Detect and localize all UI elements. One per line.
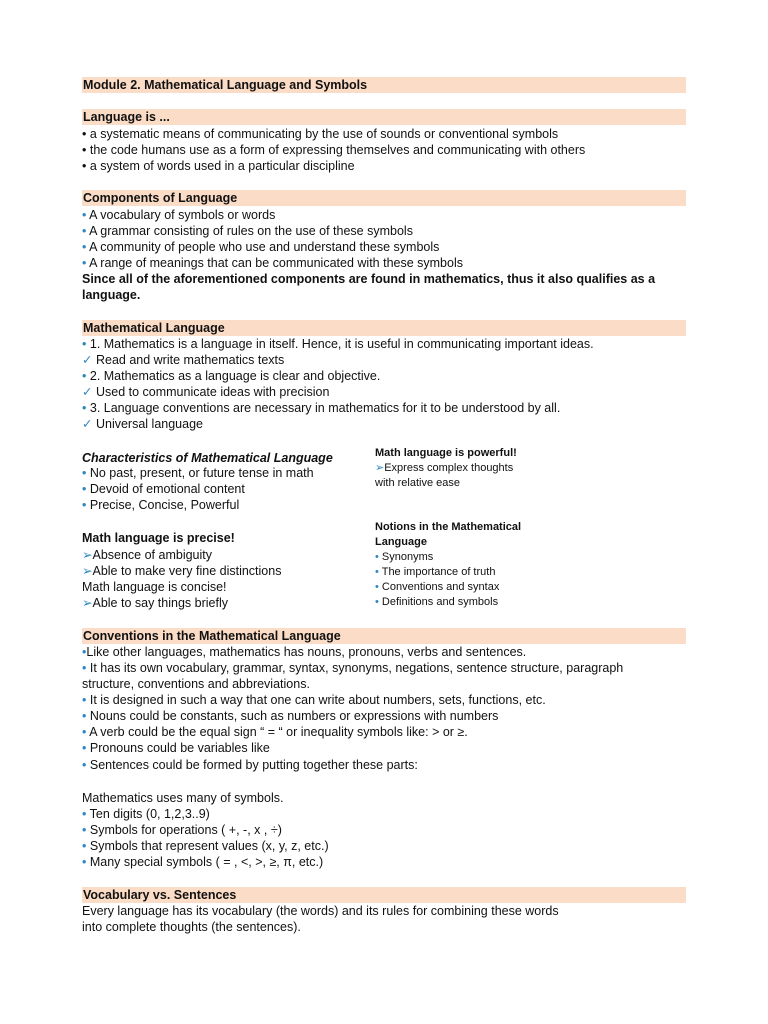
list-item: • Sentences could be formed by putting together these parts:	[82, 758, 418, 772]
bullet: •	[82, 758, 87, 772]
powerful-heading: Math language is powerful!	[375, 447, 517, 459]
math-language-heading: Mathematical Language	[82, 320, 686, 336]
list-item: • A verb could be the equal sign “ = “ or inequality symbols like: > or ≥.	[82, 725, 468, 739]
precise-heading: Math language is precise!	[82, 531, 235, 545]
bullet: •	[82, 337, 87, 351]
list-item: ➢Express complex thoughts	[375, 462, 514, 474]
bullet: •	[82, 369, 87, 383]
vocab-text-cont: into complete thoughts (the sentences).	[82, 920, 301, 934]
symbols-intro: Mathematics uses many of symbols.	[82, 791, 284, 805]
list-item: • 3. Language conventions are necessary in mathematics for it to be understood by all.	[82, 401, 561, 415]
list-item: • Symbols for operations ( +, -, x , ÷)	[82, 823, 282, 837]
bullet: •	[82, 725, 87, 739]
list-item: • Conventions and syntax	[375, 581, 500, 593]
module-title: Module 2. Mathematical Language and Symbols	[82, 77, 686, 93]
list-item: • Definitions and symbols	[375, 596, 499, 608]
list-item: ➢Absence of ambiguity	[82, 548, 212, 562]
list-item: ✓ Used to communicate ideas with precision	[82, 385, 330, 399]
list-item: • Nouns could be constants, such as numbers or expressions with numbers	[82, 709, 499, 723]
list-item: ➢Able to say things briefly	[82, 596, 228, 610]
list-item: • It has its own vocabulary, grammar, syntax, synonyms, negations, sentence structure, paragraph	[82, 661, 624, 675]
bullet: •	[82, 143, 90, 157]
list-item: • 2. Mathematics as a language is clear and objective.	[82, 369, 381, 383]
bullet: •	[82, 807, 90, 821]
bullet: •	[82, 645, 87, 659]
list-item: ✓ Read and write mathematics texts	[82, 353, 285, 367]
bullet: •	[375, 596, 382, 608]
list-item: • A grammar consisting of rules on the use of these symbols	[82, 224, 413, 238]
characteristics-heading: Characteristics of Mathematical Language	[82, 451, 333, 465]
components-conclusion-cont: language.	[82, 288, 141, 302]
bullet: •	[82, 482, 90, 496]
list-item: • Symbols that represent values (x, y, z, etc.)	[82, 839, 329, 853]
bullet: •	[82, 709, 87, 723]
components-heading: Components of Language	[82, 190, 686, 206]
check-icon: ✓	[82, 353, 93, 367]
bullet: •	[82, 224, 90, 238]
list-item: • It is designed in such a way that one can write about numbers, sets, functions, etc.	[82, 693, 546, 707]
bullet: •	[375, 551, 382, 563]
notions-list	[375, 550, 575, 608]
bullet: •	[82, 693, 87, 707]
bullet: •	[82, 498, 90, 512]
list-item: • the code humans use as a form of expressing themselves and communicating with others	[82, 143, 586, 157]
list-item-cont: structure, conventions and abbreviations.	[82, 677, 310, 691]
concise-heading: Math language is concise!	[82, 580, 227, 594]
bullet: •	[82, 839, 90, 853]
bullet: •	[375, 581, 382, 593]
list-item: • A range of meanings that can be communicated with these symbols	[82, 256, 463, 270]
list-item: • Precise, Concise, Powerful	[82, 498, 240, 512]
bullet: •	[82, 240, 90, 254]
vocab-heading: Vocabulary vs. Sentences	[82, 887, 686, 903]
list-item: • Pronouns could be variables like	[82, 741, 270, 755]
language-is-heading: Language is ...	[82, 109, 686, 125]
check-icon: ✓	[82, 417, 93, 431]
list-item: • The importance of truth	[375, 566, 496, 578]
list-item: ➢Able to make very fine distinctions	[82, 564, 282, 578]
arrow-icon: ➢	[375, 462, 385, 474]
list-item: •Like other languages, mathematics has nouns, pronouns, verbs and sentences.	[82, 645, 527, 659]
bullet: •	[375, 566, 382, 578]
vocab-text: Every language has its vocabulary (the words) and its rules for combining these words	[82, 904, 559, 918]
list-item: • Synonyms	[375, 551, 434, 563]
bullet: •	[82, 466, 90, 480]
list-item: • A vocabulary of symbols or words	[82, 208, 276, 222]
bullet: •	[82, 159, 90, 173]
list-item: • A community of people who use and understand these symbols	[82, 240, 440, 254]
check-icon: ✓	[82, 385, 93, 399]
bullet: •	[82, 661, 87, 675]
list-item: • Many special symbols ( = , <, >, ≥, π, etc.)	[82, 855, 324, 869]
bullet: •	[82, 823, 90, 837]
list-item: • Ten digits (0, 1,2,3..9)	[82, 807, 210, 821]
list-item: • Devoid of emotional content	[82, 482, 245, 496]
list-item: • a system of words used in a particular discipline	[82, 159, 355, 173]
list-item: • a systematic means of communicating by the use of sounds or conventional symbols	[82, 127, 559, 141]
list-item: • 1. Mathematics is a language in itself. Hence, it is useful in communicating important ideas.	[82, 337, 594, 351]
bullet: •	[82, 208, 90, 222]
list-item: • No past, present, or future tense in math	[82, 466, 314, 480]
arrow-icon: ➢	[82, 596, 93, 610]
bullet: •	[82, 855, 90, 869]
powerful-continuation: with relative ease	[375, 477, 460, 489]
bullet: •	[82, 256, 90, 270]
bullet: •	[82, 401, 87, 415]
components-conclusion: Since all of the aforementioned components are found in mathematics, thus it also qualifies as a	[82, 272, 656, 286]
bullet: •	[82, 741, 87, 755]
notions-heading: Notions in the Mathematical	[375, 521, 522, 533]
arrow-icon: ➢	[82, 548, 93, 562]
bullet: •	[82, 127, 90, 141]
arrow-icon: ➢	[82, 564, 93, 578]
list-item: ✓ Universal language	[82, 417, 203, 431]
conventions-heading: Conventions in the Mathematical Language	[82, 628, 686, 644]
notions-heading-cont: Language	[375, 536, 427, 548]
